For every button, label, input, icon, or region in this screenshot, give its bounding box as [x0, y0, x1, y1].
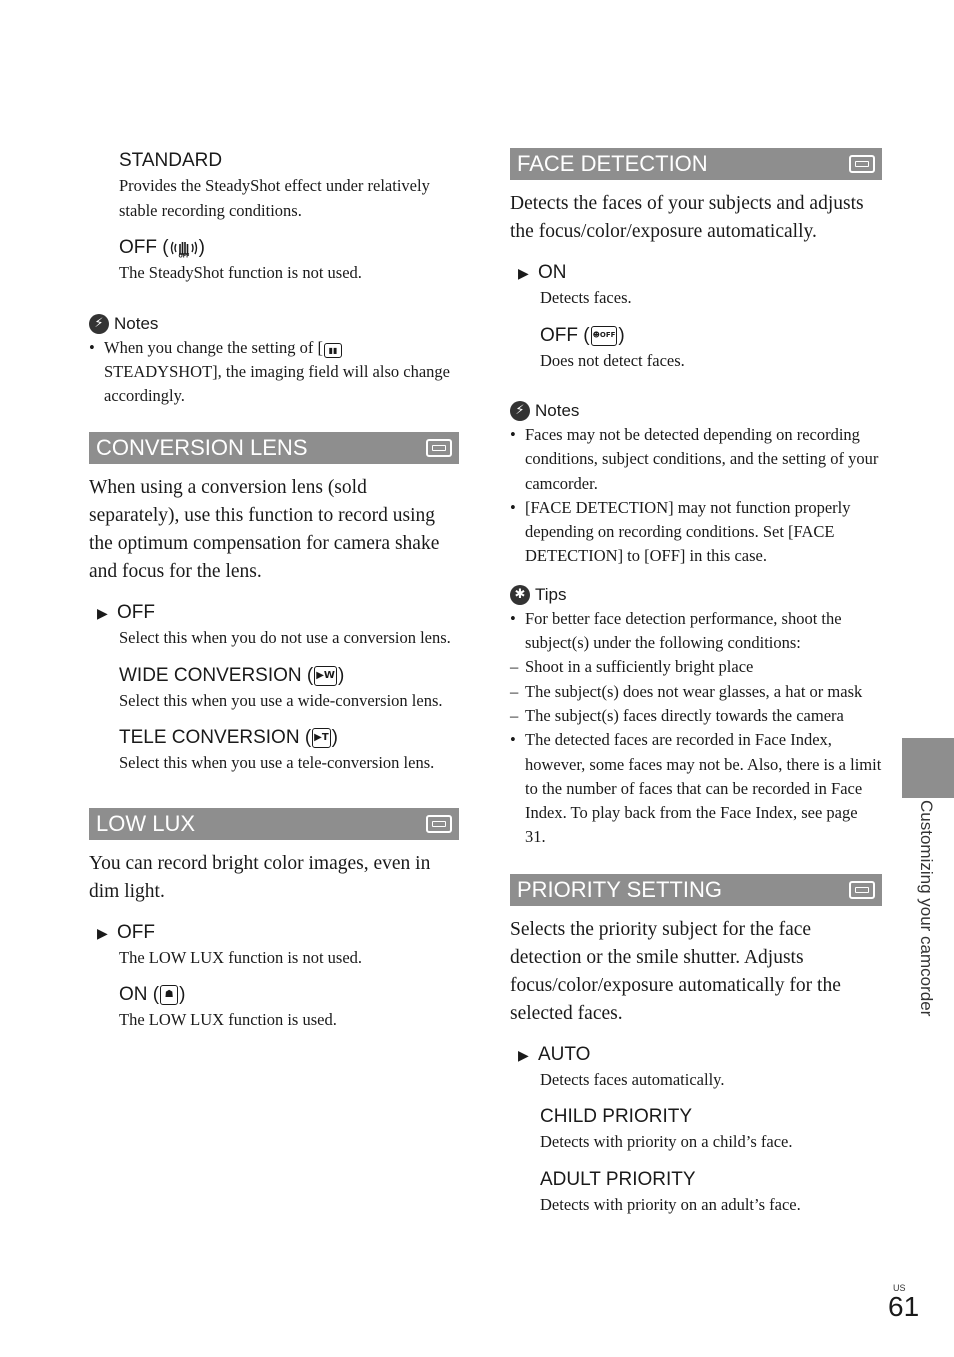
list-item: • When you change the setting of [ ▮▮STEADYSHOT], the imaging field will also change accordingly. [89, 336, 459, 409]
low-lux-icon: ☗ [160, 985, 178, 1005]
chapter-tab [902, 738, 954, 798]
section-header-low-lux [89, 808, 459, 840]
option-child-priority [540, 1104, 882, 1155]
film-icon: ▮▮ [324, 343, 342, 358]
option-desc: The SteadyShot function is not used. [119, 263, 362, 282]
option-label: ADULT PRIORITY [540, 1168, 696, 1190]
list-item: • The detected faces are recorded in Face Index, however, some faces may not be. Also, there is a limit to the number of faces that can be recorded in Face Index. To play back from the Face Index, see page 31. [510, 728, 882, 849]
option-lens-off [97, 600, 459, 651]
option-adult-priority [540, 1167, 882, 1218]
sub-list-item: – The subject(s) faces directly towards the camera [510, 704, 882, 728]
option-steady-off [119, 235, 459, 286]
section-title: FACE DETECTION [517, 151, 708, 176]
option-label: CHILD PRIORITY [540, 1106, 693, 1128]
wide-conversion-icon: ▶W [314, 666, 337, 686]
default-arrow-icon: ▶ [518, 1046, 529, 1063]
option-label: OFF ( ☻OFF ) [540, 324, 625, 346]
notes-list [89, 336, 459, 409]
notes-icon: ⚡ [89, 314, 109, 334]
tips-list [510, 607, 882, 850]
sub-list [510, 655, 882, 728]
sub-list-item: – The subject(s) does not wear glasses, a hat or mask [510, 680, 882, 704]
option-desc: The LOW LUX function is used. [119, 1010, 337, 1030]
tips-title: Tips [535, 584, 567, 604]
region-code: US [893, 1283, 906, 1293]
default-arrow-icon: ▶ [518, 265, 529, 281]
option-label: WIDE CONVERSION ( ▶W ) [119, 664, 345, 686]
notes-heading [510, 399, 882, 423]
option-label [119, 235, 459, 261]
option-desc: Detects faces automatically. [540, 1069, 725, 1089]
option-priority-auto [518, 1042, 882, 1093]
section-header-conversion-lens [89, 432, 459, 464]
section-header-priority-setting [510, 874, 882, 906]
camera-mode-icon [849, 881, 875, 899]
camera-mode-icon [426, 439, 452, 457]
default-arrow-icon: ▶ [97, 924, 108, 941]
tips-heading [510, 583, 882, 607]
option-label: ▶ OFF [119, 600, 459, 626]
default-arrow-icon: ▶ [97, 605, 108, 622]
option-desc: Detects with priority on a child’s face. [540, 1132, 793, 1152]
section-intro: You can record bright color images, even in dim light. [89, 852, 431, 902]
section-intro: When using a conversion lens (sold separately), use this function to record using the optimum compensation for camera shake and focus for the lens. [89, 477, 440, 583]
page-number: 61 [888, 1291, 920, 1322]
option-desc: Select this when you do not use a conversion lens. [119, 628, 451, 648]
option-wide-conversion [119, 663, 459, 714]
svg-text:OFF: OFF [178, 253, 190, 258]
section-title: CONVERSION LENS [96, 435, 308, 461]
section-title: PRIORITY SETTING [517, 876, 722, 902]
option-label: TELE CONVERSION ( ▶T ) [119, 727, 338, 749]
section-header-face-detection [510, 148, 882, 180]
option-label-end: ) [198, 237, 205, 258]
left-column [89, 148, 459, 1045]
notes-title: Notes [114, 313, 159, 333]
sub-list-item: – Shoot in a sufficiently bright place [510, 655, 882, 679]
option-face-off [540, 323, 882, 374]
option-label-text: OFF ( [119, 237, 169, 258]
option-desc: Does not detect faces. [540, 350, 685, 370]
option-label: ON ( ☗ ) [119, 984, 186, 1006]
option-desc: Select this when you use a tele-conversion lens. [119, 753, 435, 773]
notes-list [510, 423, 882, 569]
face-detection-off-icon: ☻OFF [591, 326, 618, 346]
option-desc: Select this when you use a wide-conversion lens. [119, 690, 443, 710]
option-label: STANDARD [119, 150, 223, 171]
option-tele-conversion [119, 725, 459, 776]
section-intro: Selects the priority subject for the face detection or the smile shutter. Adjusts focus/color/exposure automatically for the selected faces. [510, 918, 841, 1024]
option-label: ▶ OFF [119, 920, 459, 946]
option-lowlux-on [119, 982, 459, 1033]
notes-title: Notes [535, 401, 580, 420]
section-title: LOW LUX [96, 810, 196, 836]
notes-heading [89, 312, 459, 336]
lightbulb-icon: ✱ [510, 585, 530, 605]
list-item: • Faces may not be detected depending on recording conditions, subject conditions, and the setting of your camcorder. [510, 423, 882, 496]
option-desc: The LOW LUX function is not used. [119, 947, 363, 967]
list-item: • [FACE DETECTION] may not function properly depending on recording conditions. Set [FACE DETECTION] to [OFF] in this case. [510, 496, 882, 569]
camera-mode-icon [426, 815, 452, 833]
list-item: • For better face detection performance, shoot the subject(s) under the following conditions: – Shoot in a sufficiently bright place – The subject(s) does not wear glasses, a hat or mask – The subject(s) faces directly towards the camera [510, 607, 882, 728]
option-standard [119, 148, 459, 223]
option-label: ▶ AUTO [540, 1042, 882, 1068]
option-desc: Detects with priority on an adult’s face. [540, 1194, 801, 1214]
right-column [510, 148, 882, 1229]
camera-mode-icon [849, 155, 875, 173]
steadyshot-off-icon [169, 238, 199, 258]
option-desc: Provides the SteadyShot effect under relatively stable recording conditions. [119, 176, 430, 220]
notes-icon: ⚡ [510, 401, 530, 421]
option-lowlux-off [97, 920, 459, 971]
option-label: ▶ ON [540, 260, 882, 286]
option-desc: Detects faces. [540, 288, 632, 307]
tele-conversion-icon: ▶T [312, 728, 331, 748]
section-intro: Detects the faces of your subjects and adjusts the focus/color/exposure automatically. [510, 193, 864, 242]
chapter-label: Customizing your camcorder [917, 800, 936, 1017]
option-face-on [518, 260, 882, 311]
